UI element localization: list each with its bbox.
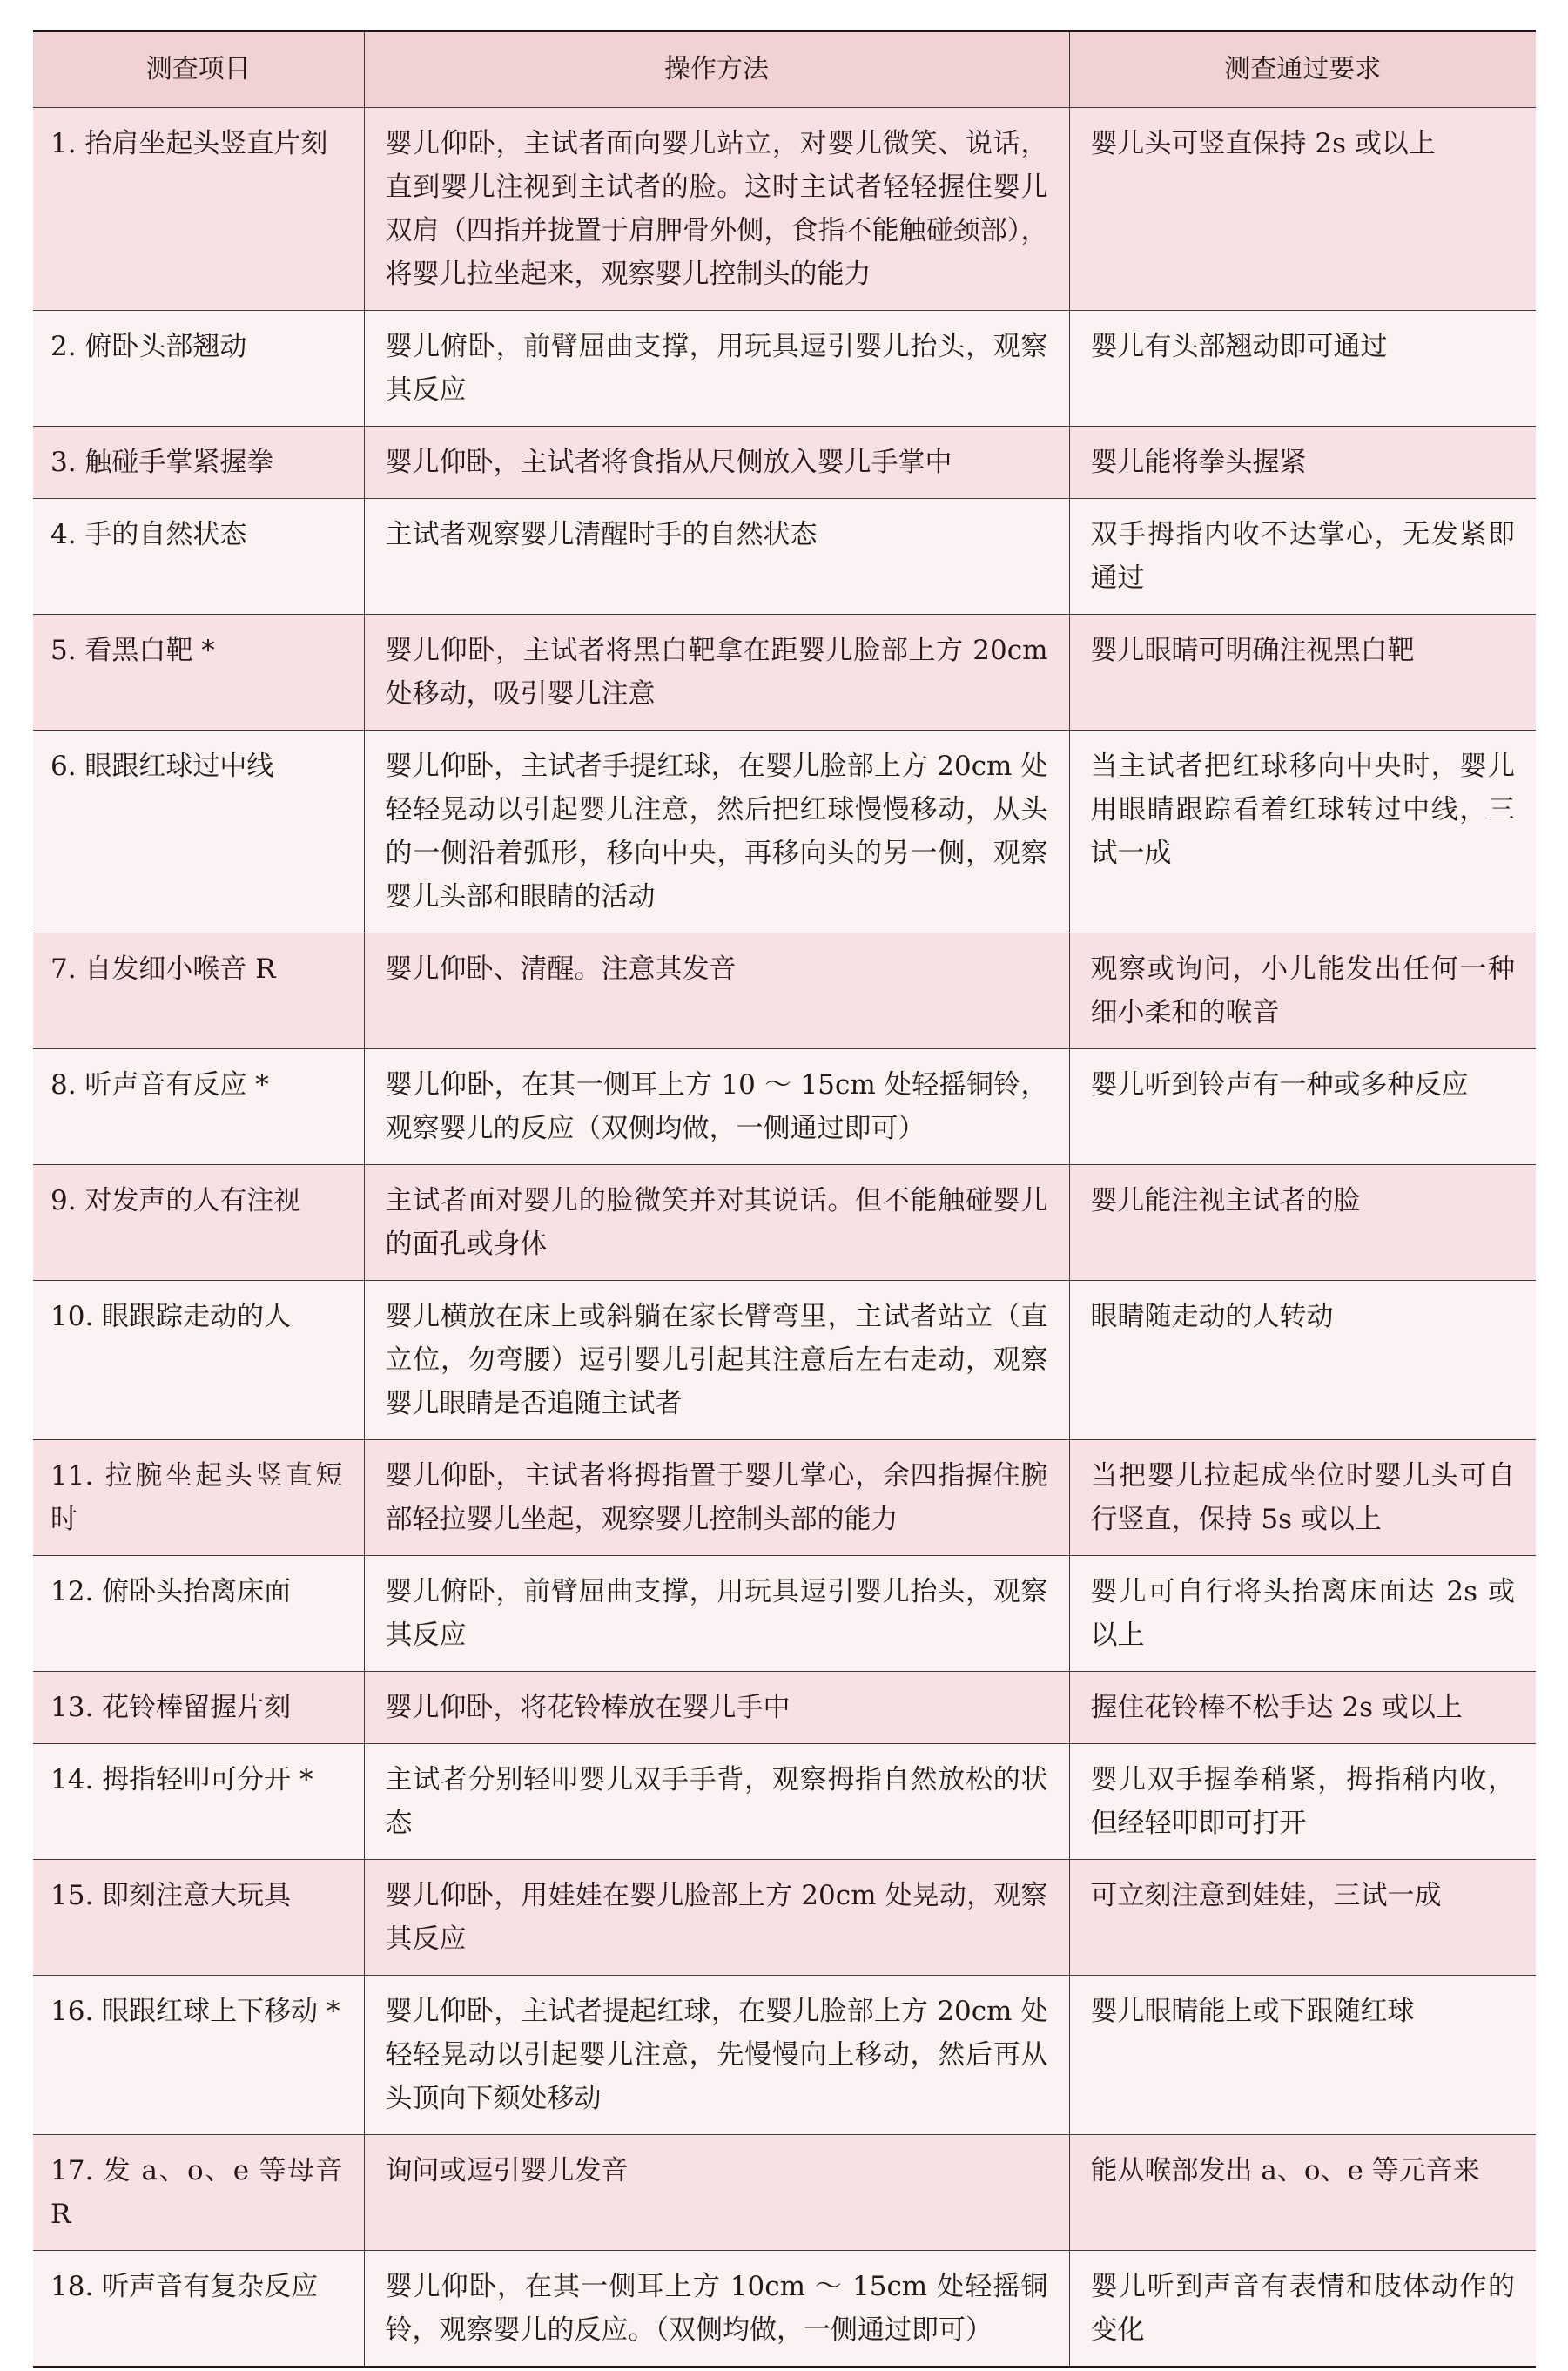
table-row [33, 427, 1536, 499]
requirement-cell: 双手拇指内收不达掌心，无发紧即通过 [1069, 499, 1536, 615]
item-cell: 17. 发 a、o、e 等母音 R [33, 2135, 364, 2251]
requirement-cell: 婴儿双手握拳稍紧，拇指稍内收，但经轻叩即可打开 [1069, 1744, 1536, 1860]
method-cell: 婴儿仰卧，主试者将食指从尺侧放入婴儿手掌中 [364, 427, 1069, 499]
table-row [33, 1556, 1536, 1672]
method-cell: 婴儿仰卧，主试者面向婴儿站立，对婴儿微笑、说话，直到婴儿注视到主试者的脸。这时主试者轻轻握住婴儿双肩（四指并拢置于肩胛骨外侧，食指不能触碰颈部），将婴儿拉坐起来，观察婴儿控制头的能力 [364, 108, 1069, 311]
method-cell: 主试者面对婴儿的脸微笑并对其说话。但不能触碰婴儿的面孔或身体 [364, 1165, 1069, 1281]
method-cell: 婴儿仰卧，主试者将拇指置于婴儿掌心，余四指握住腕部轻拉婴儿坐起，观察婴儿控制头部的能力 [364, 1440, 1069, 1556]
table-row [33, 1672, 1536, 1744]
table-row [33, 1165, 1536, 1281]
method-cell: 婴儿仰卧，在其一侧耳上方 10 ～ 15cm 处轻摇铜铃，观察婴儿的反应（双侧均做，一侧通过即可） [364, 1049, 1069, 1165]
method-cell: 婴儿仰卧，将花铃棒放在婴儿手中 [364, 1672, 1069, 1744]
item-cell: 5. 看黑白靶 * [33, 615, 364, 731]
item-cell: 1. 抬肩坐起头竖直片刻 [33, 108, 364, 311]
requirement-cell: 当把婴儿拉起成坐位时婴儿头可自行竖直，保持 5s 或以上 [1069, 1440, 1536, 1556]
item-cell: 11. 拉腕坐起头竖直短时 [33, 1440, 364, 1556]
item-cell: 9. 对发声的人有注视 [33, 1165, 364, 1281]
method-cell: 询问或逗引婴儿发音 [364, 2135, 1069, 2251]
method-cell: 婴儿仰卧，在其一侧耳上方 10cm ～ 15cm 处轻摇铜铃，观察婴儿的反应。（双侧均做，一侧通过即可） [364, 2251, 1069, 2368]
item-cell: 16. 眼跟红球上下移动 * [33, 1976, 364, 2135]
table-row [33, 2135, 1536, 2251]
requirement-cell: 婴儿能将拳头握紧 [1069, 427, 1536, 499]
requirement-cell: 婴儿头可竖直保持 2s 或以上 [1069, 108, 1536, 311]
item-cell: 8. 听声音有反应 * [33, 1049, 364, 1165]
table-row [33, 731, 1536, 933]
item-cell: 14. 拇指轻叩可分开 * [33, 1744, 364, 1860]
assessment-table [33, 30, 1536, 2368]
item-cell: 7. 自发细小喉音 R [33, 933, 364, 1049]
method-cell: 婴儿仰卧，主试者手提红球，在婴儿脸部上方 20cm 处轻轻晃动以引起婴儿注意，然后把红球慢慢移动，从头的一侧沿着弧形，移向中央，再移向头的另一侧，观察婴儿头部和眼睛的活动 [364, 731, 1069, 933]
table-row [33, 499, 1536, 615]
requirement-cell: 婴儿眼睛可明确注视黑白靶 [1069, 615, 1536, 731]
method-cell: 婴儿横放在床上或斜躺在家长臂弯里，主试者站立（直立位，勿弯腰）逗引婴儿引起其注意后左右走动，观察婴儿眼睛是否追随主试者 [364, 1281, 1069, 1440]
table-row [33, 1049, 1536, 1165]
item-cell: 2. 俯卧头部翘动 [33, 311, 364, 427]
item-cell: 6. 眼跟红球过中线 [33, 731, 364, 933]
item-cell: 10. 眼跟踪走动的人 [33, 1281, 364, 1440]
item-cell: 4. 手的自然状态 [33, 499, 364, 615]
table-row [33, 108, 1536, 311]
table-row [33, 1860, 1536, 1976]
requirement-cell: 眼睛随走动的人转动 [1069, 1281, 1536, 1440]
document-page [33, 30, 1536, 2368]
header-requirement: 测查通过要求 [1069, 31, 1536, 108]
requirement-cell: 婴儿可自行将头抬离床面达 2s 或以上 [1069, 1556, 1536, 1672]
header-method: 操作方法 [364, 31, 1069, 108]
requirement-cell: 婴儿听到铃声有一种或多种反应 [1069, 1049, 1536, 1165]
method-cell: 婴儿仰卧、清醒。注意其发音 [364, 933, 1069, 1049]
requirement-cell: 婴儿能注视主试者的脸 [1069, 1165, 1536, 1281]
table-row [33, 1976, 1536, 2135]
table-row [33, 1440, 1536, 1556]
method-cell: 婴儿仰卧，主试者提起红球，在婴儿脸部上方 20cm 处轻轻晃动以引起婴儿注意，先慢慢向上移动，然后再从头顶向下颏处移动 [364, 1976, 1069, 2135]
requirement-cell: 当主试者把红球移向中央时，婴儿用眼睛跟踪看着红球转过中线，三试一成 [1069, 731, 1536, 933]
requirement-cell: 婴儿听到声音有表情和肢体动作的变化 [1069, 2251, 1536, 2368]
item-cell: 3. 触碰手掌紧握拳 [33, 427, 364, 499]
item-cell: 18. 听声音有复杂反应 [33, 2251, 364, 2368]
requirement-cell: 可立刻注意到娃娃，三试一成 [1069, 1860, 1536, 1976]
method-cell: 婴儿俯卧，前臂屈曲支撑，用玩具逗引婴儿抬头，观察其反应 [364, 311, 1069, 427]
item-cell: 12. 俯卧头抬离床面 [33, 1556, 364, 1672]
table-row [33, 311, 1536, 427]
requirement-cell: 握住花铃棒不松手达 2s 或以上 [1069, 1672, 1536, 1744]
item-cell: 13. 花铃棒留握片刻 [33, 1672, 364, 1744]
method-cell: 婴儿俯卧，前臂屈曲支撑，用玩具逗引婴儿抬头，观察其反应 [364, 1556, 1069, 1672]
method-cell: 主试者分别轻叩婴儿双手手背，观察拇指自然放松的状态 [364, 1744, 1069, 1860]
table-row [33, 1744, 1536, 1860]
header-row [33, 31, 1536, 108]
method-cell: 主试者观察婴儿清醒时手的自然状态 [364, 499, 1069, 615]
requirement-cell: 婴儿有头部翘动即可通过 [1069, 311, 1536, 427]
header-item: 测查项目 [33, 31, 364, 108]
method-cell: 婴儿仰卧，主试者将黑白靶拿在距婴儿脸部上方 20cm 处移动，吸引婴儿注意 [364, 615, 1069, 731]
requirement-cell: 观察或询问，小儿能发出任何一种细小柔和的喉音 [1069, 933, 1536, 1049]
table-row [33, 615, 1536, 731]
method-cell: 婴儿仰卧，用娃娃在婴儿脸部上方 20cm 处晃动，观察其反应 [364, 1860, 1069, 1976]
table-row [33, 2251, 1536, 2368]
table-header [33, 31, 1536, 108]
requirement-cell: 能从喉部发出 a、o、e 等元音来 [1069, 2135, 1536, 2251]
item-cell: 15. 即刻注意大玩具 [33, 1860, 364, 1976]
requirement-cell: 婴儿眼睛能上或下跟随红球 [1069, 1976, 1536, 2135]
table-body [33, 108, 1536, 2368]
table-row [33, 1281, 1536, 1440]
table-row [33, 933, 1536, 1049]
